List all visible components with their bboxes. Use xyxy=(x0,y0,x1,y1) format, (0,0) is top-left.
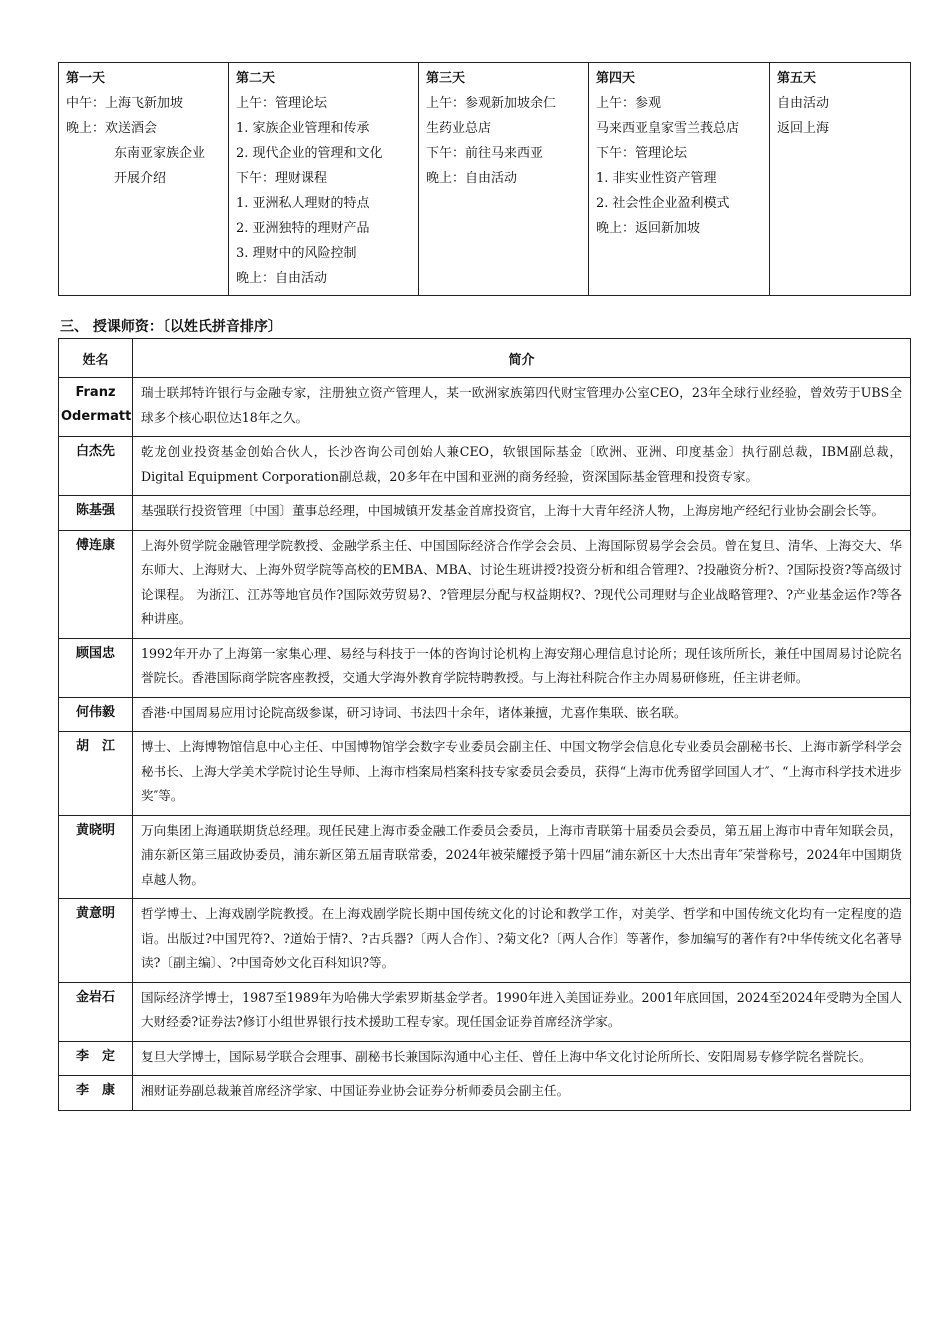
day-activity: 2. 现代企业的管理和文化 xyxy=(236,146,383,161)
teacher-name: Franz Odermatt xyxy=(59,378,133,437)
day-title: 第四天 xyxy=(596,71,636,86)
day-title: 第一天 xyxy=(66,71,106,86)
day-title: 第二天 xyxy=(236,71,276,86)
teachers-header-row xyxy=(59,339,911,378)
day-activity: 生药业总店 xyxy=(426,121,492,136)
teacher-name: 傅连康 xyxy=(59,530,133,638)
teacher-bio: 哲学博士、上海戏剧学院教授。在上海戏剧学院长期中国传统文化的讨论和教学工作，对美学、哲学和中国传统文化均有一定程度的造诣。出版过?中国咒符?、?道始于情?、?古兵器?〔两人合作〕、?菊文化?〔两人合作〕等著作，参加编写的著作有?中华传统文化名著导读?〔副主编〕、?中国奇妙文化百科知识?等。 xyxy=(133,899,911,983)
schedule-row xyxy=(59,63,911,296)
day-activity: 晚上：欢送酒会 xyxy=(66,121,158,136)
header-name: 姓名 xyxy=(59,339,133,378)
day-activity: 自由活动 xyxy=(777,96,830,111)
teacher-row xyxy=(59,530,911,638)
day-activity: 晚上：自由活动 xyxy=(236,271,328,286)
teacher-name: 何伟毅 xyxy=(59,697,133,732)
day-activity: 2. 亚洲独特的理财产品 xyxy=(236,221,370,236)
teacher-row xyxy=(59,1041,911,1076)
teacher-name: 黄晓明 xyxy=(59,815,133,899)
day-activity: 晚上：返回新加坡 xyxy=(596,221,701,236)
day-activity: 下午：前往马来西亚 xyxy=(426,146,544,161)
teacher-bio: 博士、上海博物馆信息中心主任、中国博物馆学会数字专业委员会副主任、中国文物学会信息化专业委员会副秘书长、上海市新学科学会秘书长、上海大学美术学院讨论生导师、上海市档案局档案科技专家委员会委员，获得“上海市优秀留学回国人才″、“上海市科学技术进步奖″等。 xyxy=(133,732,911,816)
teacher-name: 李 康 xyxy=(59,1076,133,1111)
teacher-bio: 上海外贸学院金融管理学院教授、金融学系主任、中国国际经济合作学会会员、上海国际贸易学会会员。曾在复旦、清华、上海交大、华东师大、上海财大、上海外贸学院等高校的EMBA、MBA、讨论生班讲授?投资分析和组合管理?、?投融资分析?、?国际投资?等高级讨论课程。 为浙江、江苏等地官员作?国际效劳贸易?、?管理层分配与权益期权?、?现代公司理财与企业战略管理?、?产业基金运作?等各种讲座。 xyxy=(133,530,911,638)
teacher-bio: 复旦大学博士，国际易学联合会理事、副秘书长兼国际沟通中心主任、曾任上海中华文化讨论所所长、安阳周易专修学院名誉院长。 xyxy=(133,1041,911,1076)
teacher-bio: 万向集团上海通联期货总经理。现任民建上海市委金融工作委员会委员，上海市青联第十届委员会委员，第五届上海市中青年知联会员，浦东新区第三届政协委员，浦东新区第五届青联常委，2024年被荣耀授予第十四届“浦东新区十大杰出青年″荣誉称号，2024年中国期货卓越人物。 xyxy=(133,815,911,899)
day-cell xyxy=(589,63,770,296)
teacher-row xyxy=(59,815,911,899)
teacher-name: 白杰先 xyxy=(59,437,133,496)
teacher-bio: 湘财证券副总裁兼首席经济学家、中国证券业协会证券分析师委员会副主任。 xyxy=(133,1076,911,1111)
teacher-bio: 香港·中国周易应用讨论院高级参谋，研习诗词、书法四十余年，诸体兼擅，尤喜作集联、嵌名联。 xyxy=(133,697,911,732)
teacher-name: 黄意明 xyxy=(59,899,133,983)
teacher-row xyxy=(59,378,911,437)
teacher-row xyxy=(59,437,911,496)
day-activity: 中午：上海飞新加坡 xyxy=(66,96,184,111)
teacher-name: 金岩石 xyxy=(59,982,133,1041)
teacher-row xyxy=(59,697,911,732)
day-title: 第三天 xyxy=(426,71,466,86)
teacher-bio: 乾龙创业投资基金创始合伙人，长沙咨询公司创始人兼CEO，软银国际基金〔欧洲、亚洲、印度基金〕执行副总裁，IBM副总裁，Digital Equipment Corporation副总裁，20多年在中国和亚洲的商务经验，资深国际基金管理和投资专家。 xyxy=(133,437,911,496)
day-cell xyxy=(229,63,419,296)
teacher-row xyxy=(59,496,911,531)
day-activity: 1. 亚洲私人理财的特点 xyxy=(236,196,370,211)
day-activity: 下午：理财课程 xyxy=(236,171,328,186)
day-activity: 3. 理财中的风险控制 xyxy=(236,246,357,261)
day-cell xyxy=(419,63,589,296)
schedule-table xyxy=(58,62,911,296)
day-activity: 下午：管理论坛 xyxy=(596,146,688,161)
teacher-row xyxy=(59,732,911,816)
teacher-name: 胡 江 xyxy=(59,732,133,816)
teacher-bio: 国际经济学博士，1987至1989年为哈佛大学索罗斯基金学者。1990年进入美国证券业。2001年底回国，2024至2024年受聘为全国人大财经委?证券法?修订小组世界银行技术援助工程专家。现任国金证券首席经济学家。 xyxy=(133,982,911,1041)
teacher-name: 李 定 xyxy=(59,1041,133,1076)
teacher-row xyxy=(59,982,911,1041)
teacher-row xyxy=(59,638,911,697)
day-activity: 上午：管理论坛 xyxy=(236,96,328,111)
teacher-name: 顾国忠 xyxy=(59,638,133,697)
teachers-table xyxy=(58,338,911,1111)
day-activity: 晚上：自由活动 xyxy=(426,171,518,186)
teacher-row xyxy=(59,899,911,983)
teacher-bio: 瑞士联邦特许银行与金融专家，注册独立资产管理人，某一欧洲家族第四代财宝管理办公室CEO，23年全球行业经验，曾效劳于UBS全球多个核心职位达18年之久。 xyxy=(133,378,911,437)
teacher-bio: 基强联行投资管理〔中国〕董事总经理，中国城镇开发基金首席投资官，上海十大青年经济人物，上海房地产经纪行业协会副会长等。 xyxy=(133,496,911,531)
day-activity: 马来西亚皇家雪兰莪总店 xyxy=(596,121,740,136)
teacher-name: 陈基强 xyxy=(59,496,133,531)
header-bio: 简介 xyxy=(133,339,911,378)
day-activity: 1. 非实业性资产管理 xyxy=(596,171,717,186)
day-activity: 开展介绍 xyxy=(114,171,167,186)
day-activity: 上午：参观新加坡余仁 xyxy=(426,96,557,111)
day-cell xyxy=(59,63,229,296)
teacher-bio: 1992年开办了上海第一家集心理、易经与科技于一体的咨询讨论机构上海安翔心理信息讨论所；现任该所所长，兼任中国周易讨论院名誉院长。香港国际商学院客座教授，交通大学海外教育学院特聘教授。与上海社科院合作主办周易研修班，任主讲老师。 xyxy=(133,638,911,697)
day-activity: 东南亚家族企业 xyxy=(114,146,206,161)
day-activity: 返回上海 xyxy=(777,121,830,136)
day-title: 第五天 xyxy=(777,71,817,86)
day-activity: 2. 社会性企业盈利模式 xyxy=(596,196,730,211)
day-cell xyxy=(770,63,911,296)
day-activity: 上午：参观 xyxy=(596,96,662,111)
section-heading: 三、 授课师资：〔以姓氏拼音排序〕 xyxy=(60,319,282,335)
day-activity: 1. 家族企业管理和传承 xyxy=(236,121,370,136)
teacher-row xyxy=(59,1076,911,1111)
